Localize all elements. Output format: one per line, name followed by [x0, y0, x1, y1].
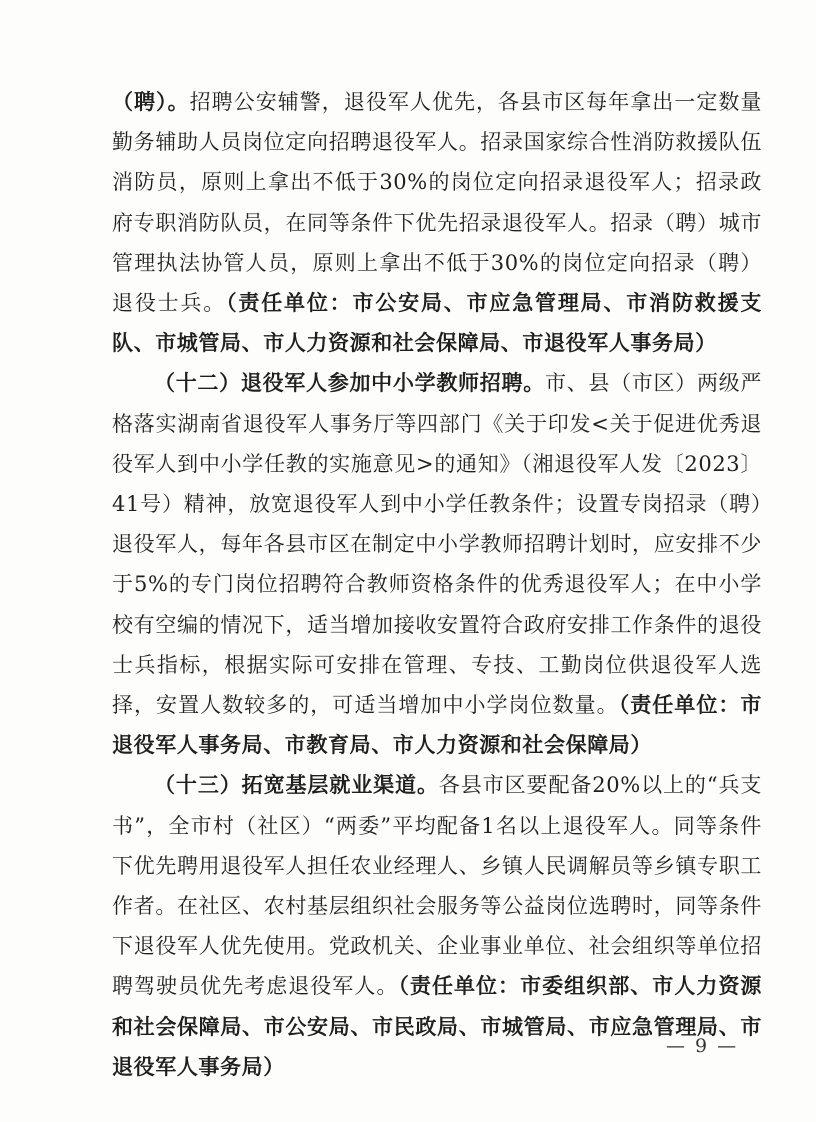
document-body [112, 82, 762, 1087]
paragraph-lead: （聘）。 [112, 89, 190, 114]
paragraph-lead: （十三）拓宽基层就业渠道。 [154, 772, 439, 798]
responsible-units: （责任单位：市委组织部、市人力资源和社会保障局、市公安局、市民政局、市城管局、市应急管理局、市退役军人事务局） [112, 973, 762, 1079]
paragraph-body: 各县市区要配备20%以上的“兵支书”，全市村（社区）“两委”平均配备1名以上退役军人。同等条件下优先聘用退役军人担任农业经理人、乡镇人民调解员等乡镇专职工作者。在社区、农村基层组织社会服务等公益岗位选聘时，同等条件下退役军人优先使用。党政机关、企业事业单位、社会组织等单位招聘驾驶员优先考虑退役军人。 [112, 773, 762, 999]
paragraph-body: 市、县（市区）两级严格落实湖南省退役军人事务厅等四部门《关于印发<关于促进优秀退役军人到中小学任教的实施意见>的通知》（湘退役军人发〔2023〕41号）精神，放宽退役军人到中小学任教条件；设置专岗招录（聘）退役军人，每年各县市区在制定中小学教师招聘计划时，应安排不少于5%的专门岗位招聘符合教师资格条件的优秀退役军人；在中小学校有空编的情况下，适当增加接收安置符合政府安排工作条件的退役士兵指标，根据实际可安排在管理、专技、工勤岗位供退役军人选择，安置人数较多的，可适当增加中小学岗位数量。 [112, 371, 762, 718]
paragraph-teacher-recruitment [112, 363, 762, 765]
page-number: — 9 — [666, 1035, 739, 1057]
responsible-units: （责任单位：市公安局、市应急管理局、市消防救援支队、市城管局、市人力资源和社会保障局、市退役军人事务局） [112, 290, 762, 356]
paragraph-recruitment-police [112, 82, 762, 363]
paragraph-lead: （十二）退役军人参加中小学教师招聘。 [154, 370, 545, 396]
paragraph-grassroots-employment [112, 765, 762, 1087]
responsible-units: （责任单位：市退役军人事务局、市教育局、市人力资源和社会保障局） [112, 692, 762, 758]
paragraph-body: 招聘公安辅警，退役军人优先，各县市区每年拿出一定数量勤务辅助人员岗位定向招聘退役军人。招录国家综合性消防救援队伍消防员，原则上拿出不低于30%的岗位定向招录退役军人；招录政府专职消防队员，在同等条件下优先招录退役军人。招录（聘）城市管理执法协管人员，原则上拿出不低于30%的岗位定向招录（聘）退役士兵。 [112, 90, 762, 316]
